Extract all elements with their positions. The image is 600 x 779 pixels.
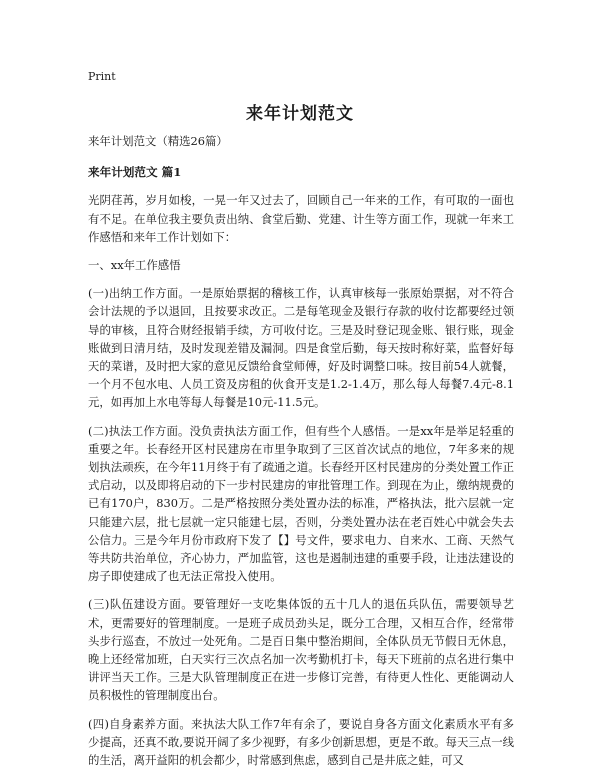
paragraph-team: (三)队伍建设方面。要管理好一支吃集体饭的五十几人的退伍兵队伍，需要领导艺术，更需要好的管理制度。一是班子成员劲头足，既分工合理，又相互合作，经常带头步行巡查，不放过一处死角。二是百日集中整治期间，全体队员无节假日无休息，晚上还经常加班，白天实行三次点名加一次考勤机打卡，每天下班前的点名进行集中讲评当天工作。三是大队管理制度正在进一步修订完善，有待更人性化、更能调动人员积极性的管理制度出台。 [88, 597, 514, 703]
document-subtitle: 来年计划范文（精选26篇） [88, 134, 228, 148]
paragraph-enforcement: (二)执法工作方面。没负责执法方面工作，但有些个人感悟。一是xx年是举足轻重的重要之年。长春经开区村民建房在市里争取到了三区首次试点的地位，7年多来的规划执法顽疾，在今年11月终于有了疏通之道。长春经开区村民建房的分类处置工作正式启动，以及即将启动的下一步村民建房的审批管理工作。到现在为止，缴纳规费的已有170户，830万。二是严格按照分类处置办法的标准，严格执法，批六层就一定只能建六层，批七层就一定只能建七层，否则，分类处置办法在老百姓心中就会失去公信力。三是今年月份市政府下发了【】号文件，要求电力、自来水、工商、天然气等共防共治单位，齐心协力，严加监管，这也是遏制违建的重要手段，让违法建设的房子即使建成了也无法正常投入使用。 [88, 423, 514, 584]
paragraph-finance: (一)出纳工作方面。一是原始票据的稽核工作，认真审核每一张原始票据，对不符合会计法规的予以退回，且按要求改正。二是每笔现金及银行存款的收付讫都要经过领导的审核，且符合财经报销手续，方可收付讫。三是及时登记现金账、银行账，现金账做到日清月结，及时发现差错及漏洞。四是食堂后勤，每天按时称好菜，监督好每天的菜谱，及时把大家的意见反馈给食堂师傅，好及时调整口味。按目前54人就餐，一个月不包水电、人员工资及房租的伙食开支是1.2-1.4万，那么每人每餐7.4元-8.1元，如再加上水电等每人每餐是10元-11.5元。 [88, 286, 514, 410]
section-heading: 来年计划范文 篇1 [88, 165, 182, 180]
part-one-heading: 一、xx年工作感悟 [88, 258, 181, 273]
page-title: 来年计划范文 [246, 104, 354, 124]
intro-paragraph: 光阴荏苒，岁月如梭，一晃一年又过去了，回顾自己一年来的工作，有可取的一面也有不足。在单位我主要负责出纳、食堂后勤、党建、计生等方面工作，现就一年来工作感悟和来年工作计划如下： [88, 193, 514, 244]
paragraph-self: (四)自身素养方面。来执法大队工作7年有余了，要说自身各方面文化素质水平有多少提高，还真不敢,要说开阔了多少视野，有多少创新思想，更是不敢。每天三点一线的生活，离开益阳的机会都少，时常感到焦虑，感到自己是井底之蛙，可又 [88, 716, 514, 768]
document-body [88, 132, 514, 779]
print-link[interactable]: Print [88, 70, 116, 83]
